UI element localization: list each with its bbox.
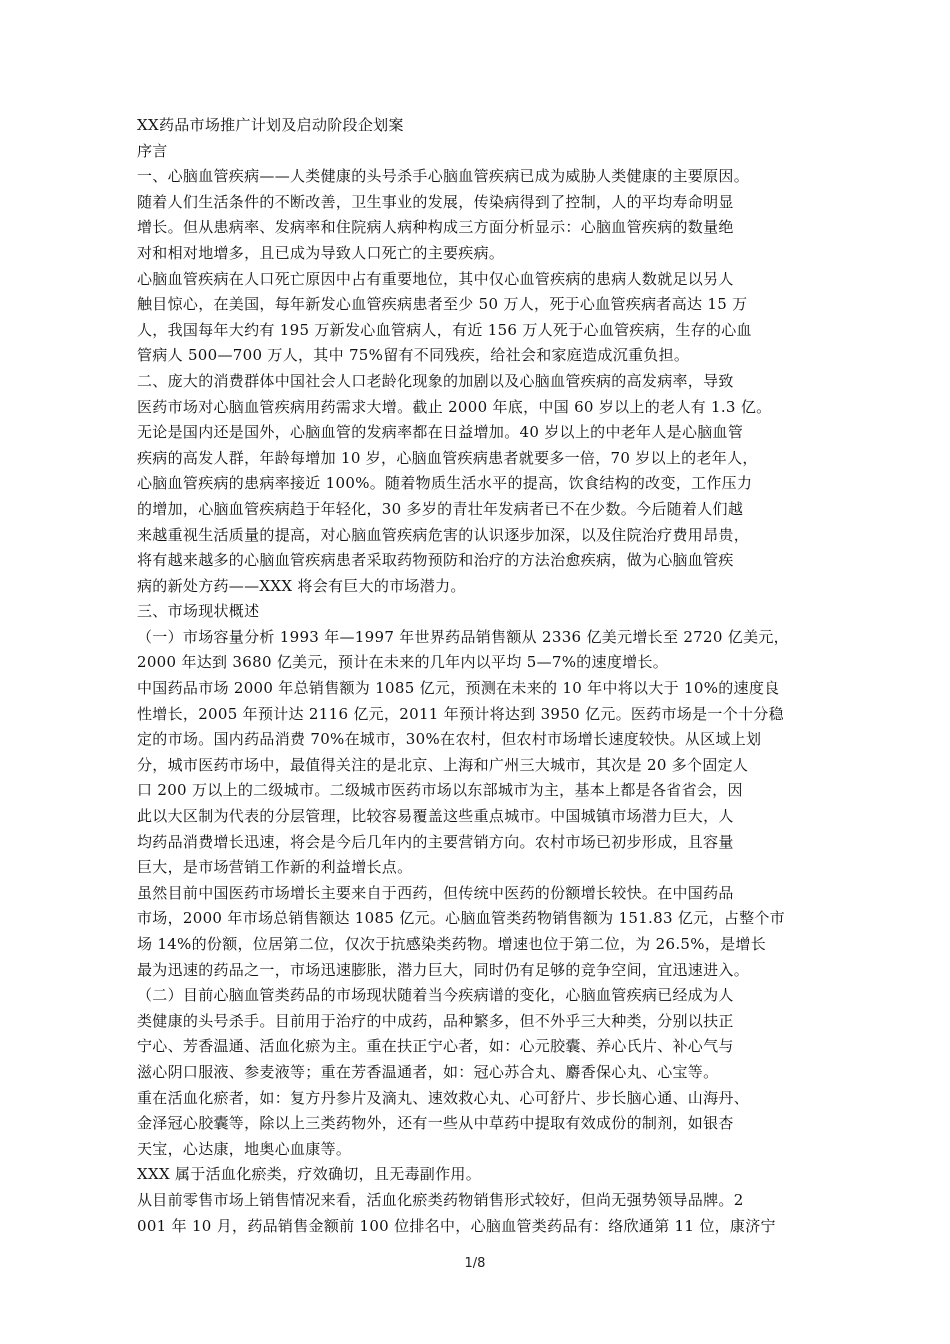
text-line: 此以大区制为代表的分层管理，比较容易覆盖这些重点城市。中国城镇市场潜力巨大，人 (137, 807, 734, 826)
text-line: 序言 (137, 141, 168, 160)
text-line: 医药市场对心脑血管疾病用药需求大增。截止 2000 年底，中国 60 岁以上的老人有 1.3 亿。 (137, 397, 772, 416)
text-line: 巨大，是市场营销工作新的利益增长点。 (137, 858, 413, 877)
text-line: 001 年 10 月，药品销售金额前 100 位排名中，心脑血管类药品有：络欣通第 11 位，康济宁 (137, 1216, 776, 1235)
text-line: 虽然目前中国医药市场增长主要来自于西药，但传统中医药的份额增长较快。在中国药品 (137, 883, 734, 902)
text-line: 病的新处方药——XXX 将会有巨大的市场潜力。 (137, 576, 466, 595)
text-line: 场 14%的份额，位居第二位，仅次于抗感染类药物。增速也位于第二位，为 26.5%，是增长 (137, 935, 767, 953)
text-line: 性增长，2005 年预计达 2116 亿元，2011 年预计将达到 3950 亿元。医药市场是一个十分稳 (137, 704, 784, 723)
text-line: 均药品消费增长迅速，将会是今后几年内的主要营销方向。农村市场已初步形成，且容量 (137, 832, 734, 851)
text-line: 人，我国每年大约有 195 万新发心血管病人，有近 156 万人死于心血管疾病，生存的心血 (137, 320, 752, 339)
text-line: 二、庞大的消费群体中国社会人口老龄化现象的加剧以及心脑血管疾病的高发病率，导致 (137, 371, 734, 390)
text-line: 最为迅速的药品之一，市场迅速膨胀，潜力巨大，同时仍有足够的竞争空间，宜迅速进入。 (137, 960, 750, 979)
text-line: 来越重视生活质量的提高，对心脑血管疾病危害的认识逐步加深，以及住院治疗费用昂贵， (137, 525, 750, 544)
text-line: 随着人们生活条件的不断改善，卫生事业的发展，传染病得到了控制，人的平均寿命明显 (137, 192, 734, 211)
text-line: 从目前零售市场上销售情况来看，活血化瘀类药物销售形式较好，但尚无强势领导品牌。2 (137, 1190, 744, 1209)
text-line: 重在活血化瘀者，如：复方丹参片及滴丸、速效救心丸、心可舒片、步长脑心通、山海丹、 (137, 1088, 750, 1107)
text-line: 心脑血管疾病的患病率接近 100%。随着物质生活水平的提高，饮食结构的改变，工作压力 (137, 474, 753, 493)
text-line: 天宝，心达康，地奥心血康等。 (137, 1139, 352, 1158)
text-line: （二）目前心脑血管类药品的市场现状随着当今疾病谱的变化，心脑血管疾病已经成为人 (137, 986, 734, 1005)
text-line: 中国药品市场 2000 年总销售额为 1085 亿元，预测在未来的 10 年中将以大于 10%的速度良 (137, 679, 780, 698)
text-line: 触目惊心，在美国，每年新发心血管疾病患者至少 50 万人，死于心血管疾病者高达 15 万 (137, 295, 748, 314)
text-line: 类健康的头号杀手。目前用于治疗的中成药，品种繁多，但不外乎三大种类，分别以扶正 (137, 1011, 734, 1030)
text-line: 金泽冠心胶囊等，除以上三类药物外，还有一些从中草药中提取有效成份的制剂，如银杏 (137, 1114, 734, 1133)
text-line: 三、市场现状概述 (137, 602, 260, 621)
text-line: 的增加，心脑血管疾病趋于年轻化，30 多岁的青壮年发病者已不在少数。今后随着人们越 (137, 499, 744, 518)
text-line: 对和相对地增多，且已成为导致人口死亡的主要疾病。 (137, 243, 505, 262)
text-line: 滋心阴口服液、参麦液等；重在芳香温通者，如：冠心苏合丸、麝香保心丸、心宝等。 (137, 1062, 719, 1081)
text-line: 增长。但从患病率、发病率和住院病人病种构成三方面分析显示：心脑血管疾病的数量绝 (137, 218, 734, 237)
text-line: 将有越来越多的心脑血管疾病患者采取药物预防和治疗的方法治愈疾病，做为心脑血管疾 (137, 551, 734, 570)
document-body (137, 113, 827, 1239)
text-line: 定的市场。国内药品消费 70%在城市，30%在农村，但农村市场增长速度较快。从区域上划 (137, 730, 762, 749)
text-line: 一、心脑血管疾病——人类健康的头号杀手心脑血管疾病已成为威胁人类健康的主要原因。 (137, 167, 750, 186)
text-line: 疾病的高发人群，年龄每增加 10 岁，心脑血管疾病患者就要多一倍，70 岁以上的老年人， (137, 448, 758, 467)
text-line: 分，城市医药市场中，最值得关注的是北京、上海和广州三大城市，其次是 20 多个固定人 (137, 755, 749, 774)
text-line: 口 200 万以上的二级城市。二级城市医药市场以东部城市为主，基本上都是各省省会，因 (137, 781, 743, 800)
document-title: XX药品市场推广计划及启动阶段企划案 (137, 116, 404, 134)
text-line: 宁心、芳香温通、活血化瘀为主。重在扶正宁心者，如：心元胶囊、养心氏片、补心气与 (137, 1037, 734, 1056)
text-line: 2000 年达到 3680 亿美元，预计在未来的几年内以平均 5—7%的速度增长。 (137, 653, 669, 672)
text-line: 心脑血管疾病在人口死亡原因中占有重要地位，其中仅心血管疾病的患病人数就足以另人 (137, 269, 734, 288)
text-line: （一）市场容量分析 1993 年—1997 年世界药品销售额从 2336 亿美元增长至 2720 亿美元， (137, 627, 789, 646)
page-number: 1/8 (464, 1256, 486, 1271)
text-line: XXX 属于活血化瘀类，疗效确切，且无毒副作用。 (137, 1165, 482, 1184)
text-line: 无论是国内还是国外，心脑血管的发病率都在日益增加。40 岁以上的中老年人是心脑血管 (137, 423, 744, 442)
text-line: 管病人 500—700 万人，其中 75%留有不同残疾，给社会和家庭造成沉重负担。 (137, 346, 690, 365)
text-line: 市场，2000 年市场总销售额达 1085 亿元。心脑血管类药物销售额为 151.83 亿元，占整个市 (137, 909, 785, 928)
